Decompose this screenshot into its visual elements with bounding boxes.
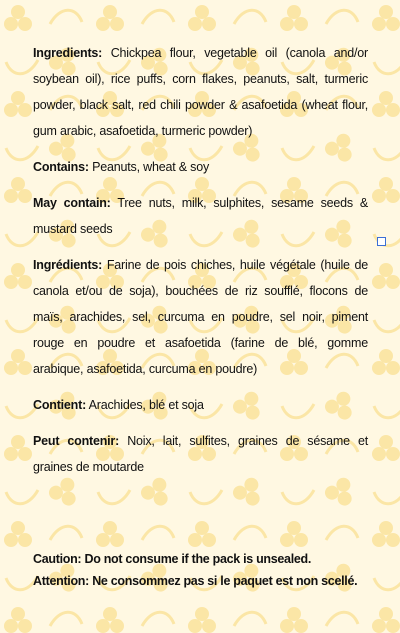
ingredients-fr-text: Farine de pois chiches, huile végétale (huile de canola et/ou de soja), bouchées de riz soufflé, flocons de maïs, arachides, sel, curcuma en poudre, sel noir, piment rouge en poudre et asafoetida (farine de blé, gomme arabique, asafoetida, curcuma en poudre) [33, 258, 368, 376]
attention-label: Attention: [33, 574, 90, 588]
ingredients-en-label: Ingredients: [33, 46, 103, 60]
caution-label: Caution: [33, 552, 82, 566]
may-contain-fr-text: Noix, lait, sulfites, graines de sésame et graines de moutarde [33, 434, 369, 474]
may-contain-fr-label: Peut contenir: [33, 434, 120, 448]
attention-line [33, 570, 378, 592]
caution-text: Do not consume if the pack is unsealed. [84, 552, 312, 566]
warnings-block [33, 548, 378, 592]
ingredients-en [33, 40, 368, 144]
contains-en [33, 154, 368, 180]
contains-en-text: Peanuts, wheat & soy [92, 160, 210, 174]
caution-line [33, 548, 378, 570]
may-contain-fr [33, 428, 368, 480]
contains-fr-label: Contient: [33, 398, 87, 412]
may-contain-en-text: Tree nuts, milk, sulphites, sesame seeds & mustard seeds [33, 196, 368, 236]
ingredients-panel [33, 40, 368, 490]
may-contain-en-label: May contain: [33, 196, 111, 210]
contains-fr [33, 392, 368, 418]
contains-en-label: Contains: [33, 160, 89, 174]
selection-handle[interactable] [377, 237, 386, 246]
attention-text: Ne consommez pas si le paquet est non scellé. [92, 574, 358, 588]
may-contain-en [33, 190, 368, 242]
contains-fr-text: Arachides, blé et soja [88, 398, 204, 412]
ingredients-en-text: Chickpea flour, vegetable oil (canola and/or soybean oil), rice puffs, corn flakes, peanuts, salt, turmeric powder, black salt, red chili powder & asafoetida (wheat flour, gum arabic, asafoetida, turmeric powder) [33, 46, 368, 138]
ingredients-fr-label: Ingrédients: [33, 258, 103, 272]
ingredients-fr [33, 252, 368, 382]
